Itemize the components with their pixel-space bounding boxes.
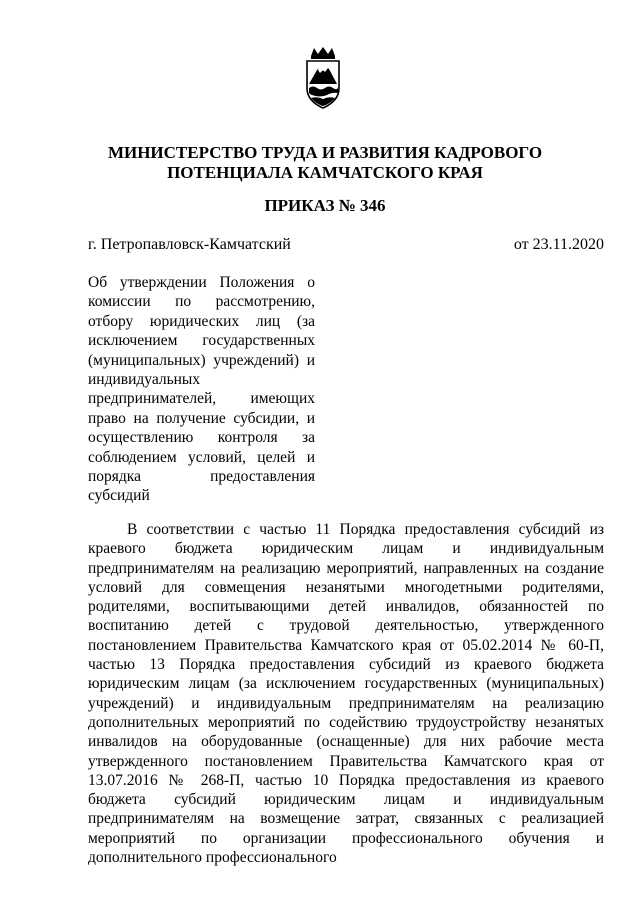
body-paragraph: В соответствии с частью 11 Порядка предоставления субсидий из краевого бюджета юридическим лицам и индивидуальным предпринимателям на реализацию мероприятий, направленных на создание условий для совмещения незанятыми многодетными родителями, родителями, воспитывающими детей инвалидов, обязанностей по воспитанию детей с трудовой деятельностью, утвержденного постановлением Правительства Камчатского края от 05.02.2014 № 60-П, частью 13 Порядка предоставления субсидий из краевого бюджета юридическим лицам (за исключением государственных (муниципальных) учреждений) и индивидуальным предпринимателям на реализацию дополнительных мероприятий по содействию трудоустройству незанятых инвалидов на оборудованные (оснащенные) для них рабочие места утвержденного постановлением Правительства Камчатского края от 13.07.2016 № 268-П, частью 10 Порядка предоставления из краевого бюджета субсидий юридическим лицам и индивидуальным предпринимателям на возмещение затрат, связанных с реализацией мероприятий по организации профессионального обучения и дополнительного профессионального bbox=[88, 521, 604, 867]
issue-city: г. Петропавловск-Камчатский bbox=[88, 236, 291, 253]
kamchatka-coat-of-arms-icon bbox=[302, 46, 344, 110]
ministry-name-line1: МИНИСТЕРСТВО ТРУДА И РАЗВИТИЯ КАДРОВОГО bbox=[107, 143, 543, 162]
order-subject: Об утверждении Положения о комиссии по рассмотрению, отбору юридических лиц (за исключением государственных (муниципальных) учреждений) и индивидуальных предпринимателей, имеющих право на получение субсидии, и осуществлению контроля за соблюдением условий, целей и порядка предоставления субсидий bbox=[88, 274, 315, 505]
ministry-name-line2: ПОТЕНЦИАЛА КАМЧАТСКОГО КРАЯ bbox=[167, 163, 483, 182]
order-title: ПРИКАЗ № 346 bbox=[264, 196, 386, 215]
ministry-name bbox=[60, 143, 590, 183]
issue-date: от 23.11.2020 bbox=[513, 236, 604, 253]
